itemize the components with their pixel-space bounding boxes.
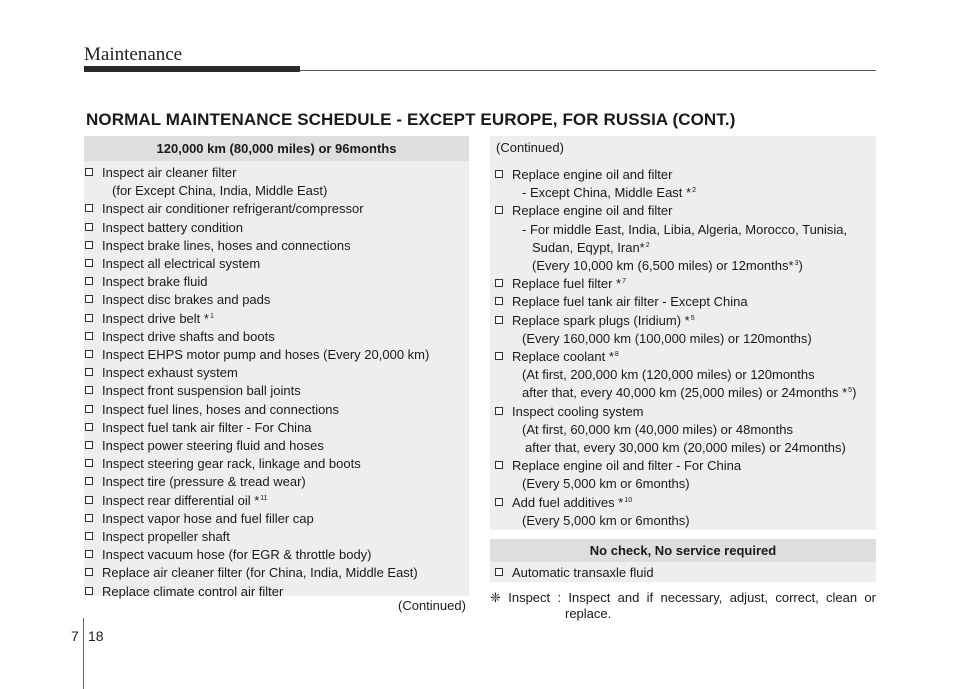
checkbox-icon [85, 259, 93, 267]
list-item [84, 237, 469, 255]
checkbox-icon [85, 168, 93, 176]
checkbox-icon [85, 386, 93, 394]
checkbox-icon [85, 587, 93, 595]
page-heading: NORMAL MAINTENANCE SCHEDULE - EXCEPT EUROPE, FOR RUSSIA (CONT.) [86, 110, 736, 129]
list-item [84, 219, 469, 237]
item-text: Inspect drive belt * [102, 310, 209, 326]
checkbox-icon [85, 314, 93, 322]
section-title: Maintenance [84, 44, 183, 65]
item-text: Automatic transaxle fluid [512, 565, 654, 580]
item-subtext: - For middle East, India, Libia, Algeria, Morocco, Tunisia, [522, 221, 848, 237]
list-item [84, 564, 469, 582]
note-line: replace. [565, 606, 612, 621]
left-panel-title: 120,000 km (80,000 miles) or 96months [84, 136, 469, 161]
header-bar-dark [84, 66, 300, 72]
list-item [84, 310, 469, 328]
footnote-ref: 3 [794, 260, 799, 268]
list-item [84, 164, 469, 200]
checkbox-icon [85, 532, 93, 540]
item-text: Inspect tire (pressure & tread wear) [102, 474, 306, 490]
checkbox-icon [85, 550, 93, 558]
checkbox-icon [495, 498, 503, 506]
list-item [84, 328, 469, 346]
checkbox-icon [85, 241, 93, 249]
list-item [84, 255, 469, 273]
item-text: Inspect vapor hose and fuel filler cap [102, 510, 314, 526]
checkbox-icon [85, 223, 93, 231]
list-item [84, 528, 469, 546]
list-item [84, 273, 469, 291]
footnote-ref: 2 [645, 241, 650, 249]
list-item [84, 437, 469, 455]
item-text: Replace fuel tank air filter - Except China [512, 294, 748, 310]
no-check-list [490, 562, 876, 582]
list-item [84, 546, 469, 564]
checkbox-icon [495, 316, 503, 324]
footnote-ref: 1 [209, 312, 214, 320]
list-item [494, 457, 876, 493]
left-schedule-panel [84, 136, 469, 599]
checkbox-icon [85, 204, 93, 212]
footnote-ref: 7 [622, 278, 627, 286]
checkbox-icon [495, 461, 503, 469]
item-text: Inspect air cleaner filter [102, 165, 237, 180]
item-subtext: (Every 160,000 km (100,000 miles) or 120months) [522, 330, 812, 346]
item-text: Inspect fuel tank air filter - For China [102, 419, 312, 435]
checkbox-icon [85, 477, 93, 485]
footnote-ref: 5 [848, 387, 853, 395]
list-item [84, 492, 469, 510]
checkbox-icon [85, 277, 93, 285]
item-subtext: (Every 10,000 km (6,500 miles) or 12months*$^3$) [532, 258, 803, 274]
list-item [494, 166, 876, 202]
checkbox-icon [85, 441, 93, 449]
item-subtext: (At first, 60,000 km (40,000 miles) or 48months [522, 421, 793, 437]
item-text: Replace air cleaner filter (for China, India, Middle East) [102, 565, 418, 581]
checkbox-icon [495, 170, 503, 178]
list-item [84, 364, 469, 382]
right-continued-label: (Continued) [496, 140, 564, 155]
left-continued-label: (Continued) [398, 598, 466, 613]
list-item [84, 200, 469, 218]
list-item [494, 348, 876, 403]
checkbox-icon [85, 423, 93, 431]
note-line: ❈ Inspect : Inspect and if necessary, adjust, correct, clean or [490, 590, 876, 605]
item-text: Add fuel additives * [512, 494, 624, 510]
checkbox-icon [495, 279, 503, 287]
footnote-ref: 8 [614, 351, 619, 359]
item-text: Inspect battery condition [102, 219, 243, 235]
item-text: Inspect steering gear rack, linkage and boots [102, 456, 361, 472]
item-subtext: - Except China, Middle East *$^2$ [522, 185, 696, 201]
checkbox-icon [495, 568, 503, 576]
list-item [494, 202, 876, 275]
item-text: Replace engine oil and filter - For China [512, 458, 742, 474]
item-text: Replace spark plugs (Iridium) * [512, 312, 690, 328]
checkbox-icon [85, 332, 93, 340]
list-item [84, 510, 469, 528]
list-item [494, 494, 876, 530]
item-text: Inspect exhaust system [102, 365, 238, 381]
footnote-ref: 11 [260, 494, 268, 502]
item-subtext: after that, every 30,000 km (20,000 miles) or 24months) [525, 440, 846, 456]
list-item [494, 564, 876, 582]
item-text: Inspect disc brakes and pads [102, 292, 271, 308]
footer-divider [83, 618, 84, 689]
list-item [84, 401, 469, 419]
no-check-panel [490, 539, 876, 582]
item-subtext: after that, every 40,000 km (25,000 miles) or 24months *$^5$) [522, 385, 857, 401]
item-text: Inspect rear differential oil * [102, 492, 260, 508]
item-text: Inspect brake fluid [102, 274, 208, 290]
checkbox-icon [85, 350, 93, 358]
right-checklist [490, 160, 876, 530]
item-text: Replace engine oil and filter [512, 167, 673, 182]
right-schedule-panel [490, 136, 876, 530]
left-checklist [84, 161, 469, 601]
no-check-title: No check, No service required [490, 539, 876, 562]
item-text: Replace fuel filter * [512, 276, 622, 292]
header-rule [300, 70, 876, 71]
footnote-ref: 10 [624, 496, 633, 504]
item-text: Replace coolant * [512, 349, 614, 365]
checkbox-icon [85, 568, 93, 576]
page-number: 18 [88, 628, 104, 644]
item-text: Inspect air conditioner refrigerant/compressor [102, 201, 364, 217]
item-text: Inspect all electrical system [102, 256, 261, 272]
list-item [84, 473, 469, 491]
checkbox-icon [495, 206, 503, 214]
list-item [494, 275, 876, 293]
item-text: Inspect EHPS motor pump and hoses (Every 20,000 km) [102, 347, 430, 363]
item-subtext: (Every 5,000 km or 6months) [522, 476, 690, 492]
list-item [494, 312, 876, 348]
checkbox-icon [85, 459, 93, 467]
footnote-ref: 5 [690, 314, 695, 322]
list-item [84, 455, 469, 473]
inspect-note [490, 590, 876, 622]
item-text: Inspect cooling system [512, 403, 644, 419]
item-subtext: Sudan, Eqypt, Iran*$^2$ [532, 239, 650, 255]
item-text: Inspect fuel lines, hoses and connections [102, 401, 340, 417]
list-item [494, 403, 876, 458]
checkbox-icon [495, 407, 503, 415]
item-text: Replace climate control air filter [102, 583, 284, 599]
checkbox-icon [85, 405, 93, 413]
item-text: Inspect power steering fluid and hoses [102, 438, 324, 454]
checkbox-icon [495, 297, 503, 305]
list-item [494, 293, 876, 311]
item-text: Inspect drive shafts and boots [102, 328, 275, 344]
list-item [84, 419, 469, 437]
checkbox-icon [495, 352, 503, 360]
list-item [84, 346, 469, 364]
checkbox-icon [85, 496, 93, 504]
item-subtext: (for Except China, India, Middle East) [112, 183, 328, 199]
item-text: Inspect vacuum hose (for EGR & throttle body) [102, 547, 372, 563]
list-item [84, 382, 469, 400]
item-subtext: (Every 5,000 km or 6months) [522, 512, 690, 528]
item-text: Replace engine oil and filter [512, 203, 673, 219]
footnote-ref: 2 [692, 187, 696, 195]
checkbox-icon [85, 514, 93, 522]
item-subtext: (At first, 200,000 km (120,000 miles) or 120months [522, 367, 815, 383]
checkbox-icon [85, 295, 93, 303]
item-text: Inspect front suspension ball joints [102, 383, 301, 399]
item-text: Inspect brake lines, hoses and connections [102, 237, 351, 253]
checkbox-icon [85, 368, 93, 376]
item-text: Inspect propeller shaft [102, 529, 230, 545]
chapter-number: 7 [71, 628, 79, 644]
list-item [84, 291, 469, 309]
